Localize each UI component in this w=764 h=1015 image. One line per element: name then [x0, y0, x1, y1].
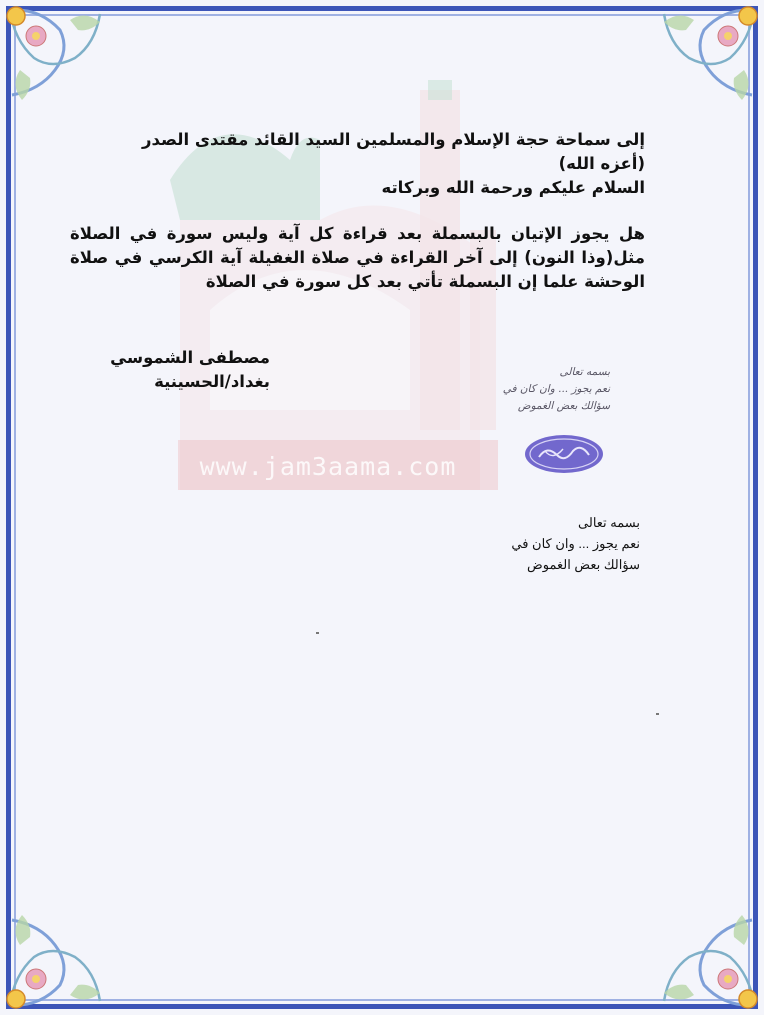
- scan-speck: [316, 632, 319, 634]
- honorific-line: (أعزه الله): [558, 154, 645, 173]
- addressee-line: إلى سماحة حجة الإسلام والمسلمين السيد القائد مقتدى الصدر: [142, 130, 645, 149]
- corner-ornament-icon: [0, 885, 130, 1015]
- signature-block: [70, 346, 270, 394]
- handwritten-answer: [462, 364, 610, 415]
- scan-speck: [656, 713, 659, 715]
- reply-line: سؤالك بعض الغموض: [527, 557, 640, 572]
- corner-ornament-icon: [634, 885, 764, 1015]
- official-seal-icon: [523, 433, 605, 475]
- letter-body: [70, 128, 645, 294]
- handwritten-line: نعم يجوز ... وان كان في: [502, 383, 610, 395]
- handwritten-line: سؤالك بعض الغموض: [517, 400, 610, 412]
- typed-reply: [470, 512, 640, 575]
- reply-line: بسمه تعالى: [578, 515, 640, 530]
- sender-place: بغداد/الحسينية: [154, 372, 270, 391]
- corner-ornament-icon: [0, 0, 130, 130]
- greeting-line: السلام عليكم ورحمة الله وبركاته: [381, 178, 645, 197]
- reply-line: نعم يجوز ... وان كان في: [511, 536, 640, 551]
- sender-name: مصطفى الشموسي: [110, 348, 270, 367]
- watermark-url: www.jam3aama.com: [199, 451, 457, 481]
- handwritten-line: بسمه تعالى: [559, 366, 610, 378]
- corner-ornament-icon: [634, 0, 764, 130]
- question-paragraph: هل يجوز الإتيان بالبسملة بعد قراءة كل آية وليس سورة في الصلاة مثل(وذا النون) إلى آخر القراءة في صلاة الغفيلة آية الكرسي في صلاة الوحشة علما إن البسملة تأتي بعد كل سورة في الصلاة: [70, 224, 645, 291]
